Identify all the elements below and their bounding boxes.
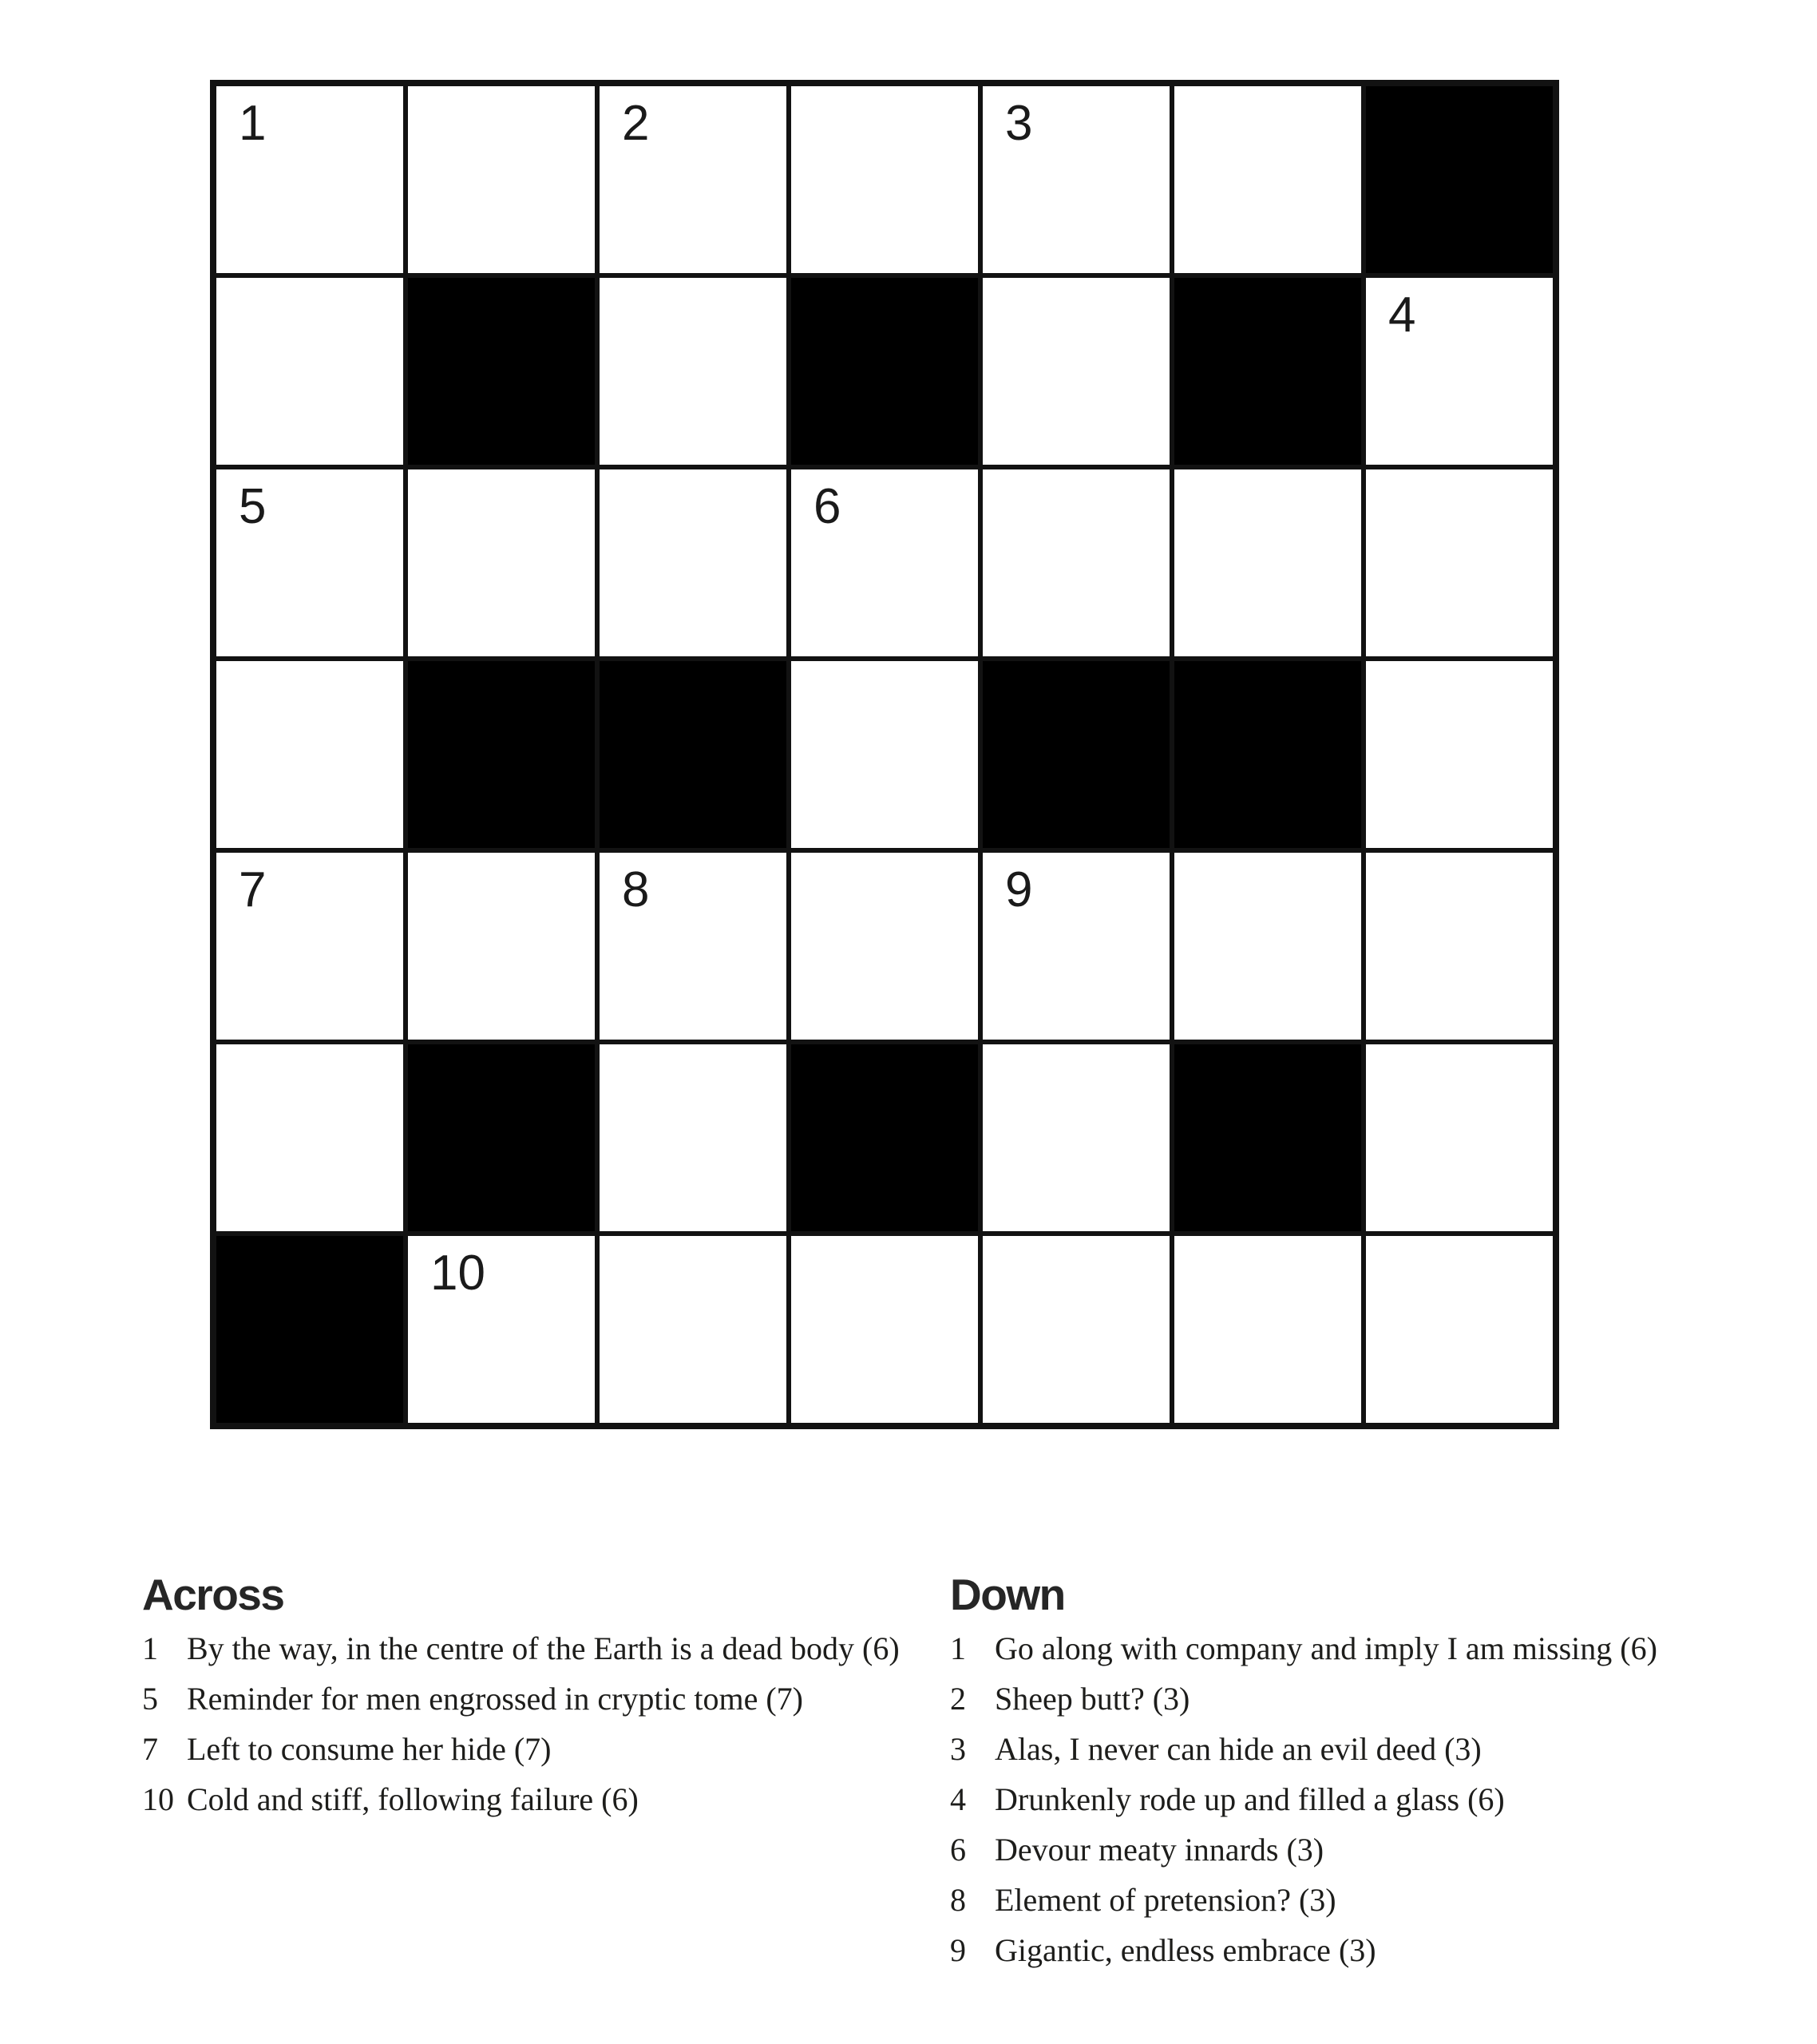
down-clue-list [950,1623,1804,1975]
clue-text: Reminder for men engrossed in cryptic tome (7) [187,1681,803,1717]
clue-item [142,1724,940,1774]
black-cell [1174,1044,1361,1231]
white-cell[interactable] [216,853,403,1040]
white-cell[interactable] [791,661,978,848]
white-cell[interactable] [408,1236,595,1423]
clue-number: 1 [142,1630,158,1666]
clue-text: Alas, I never can hide an evil deed (3) [995,1731,1482,1767]
white-cell[interactable] [983,86,1170,273]
clue-number: 5 [142,1681,158,1717]
clue-item [950,1623,1804,1674]
white-cell[interactable] [983,1236,1170,1423]
white-cell[interactable] [1366,469,1553,656]
clue-text: Cold and stiff, following failure (6) [187,1781,639,1817]
cell-number: 7 [239,862,267,917]
clue-number: 2 [950,1681,966,1717]
white-cell[interactable] [408,86,595,273]
white-cell[interactable] [1366,278,1553,465]
white-cell[interactable] [600,1236,786,1423]
clue-item [950,1824,1804,1875]
white-cell[interactable] [600,278,786,465]
clue-number: 7 [142,1731,158,1767]
clue-item [950,1875,1804,1925]
clue-text: Gigantic, endless embrace (3) [995,1932,1376,1968]
white-cell[interactable] [216,86,403,273]
across-clues-section [142,1570,940,1824]
white-cell[interactable] [1174,469,1361,656]
white-cell[interactable] [1366,1044,1553,1231]
cell-number: 1 [239,96,267,151]
clue-text: Element of pretension? (3) [995,1882,1336,1918]
white-cell[interactable] [600,469,786,656]
white-cell[interactable] [1174,853,1361,1040]
cell-number: 2 [622,96,650,151]
white-cell[interactable] [791,86,978,273]
crossword-grid [210,80,1559,1429]
black-cell [216,1236,403,1423]
cell-number: 6 [813,479,841,534]
black-cell [1366,86,1553,273]
clue-item [950,1925,1804,1975]
cell-number: 10 [430,1246,485,1301]
black-cell [408,1044,595,1231]
black-cell [408,278,595,465]
white-cell[interactable] [1366,853,1553,1040]
clue-number: 4 [950,1781,966,1817]
white-cell[interactable] [600,86,786,273]
white-cell[interactable] [983,469,1170,656]
white-cell[interactable] [600,853,786,1040]
clue-number: 1 [950,1630,966,1666]
clue-text: Devour meaty innards (3) [995,1832,1324,1868]
cell-number: 3 [1005,96,1033,151]
white-cell[interactable] [1366,661,1553,848]
clue-text: Left to consume her hide (7) [187,1731,552,1767]
white-cell[interactable] [791,853,978,1040]
black-cell [791,278,978,465]
cell-number: 4 [1388,287,1416,343]
black-cell [791,1044,978,1231]
white-cell[interactable] [983,1044,1170,1231]
clue-number: 8 [950,1882,966,1918]
white-cell[interactable] [1174,86,1361,273]
white-cell[interactable] [216,661,403,848]
clue-number: 9 [950,1932,966,1968]
black-cell [600,661,786,848]
clue-text: By the way, in the centre of the Earth is a dead body (6) [187,1630,900,1666]
clue-text: Go along with company and imply I am missing (6) [995,1630,1657,1666]
black-cell [983,661,1170,848]
clue-number: 10 [142,1781,174,1817]
across-heading: Across [142,1570,284,1619]
clue-item [950,1674,1804,1724]
white-cell[interactable] [408,853,595,1040]
clue-item [142,1674,940,1724]
clue-number: 6 [950,1832,966,1868]
down-heading: Down [950,1570,1065,1619]
white-cell[interactable] [1366,1236,1553,1423]
white-cell[interactable] [983,278,1170,465]
white-cell[interactable] [791,469,978,656]
clue-item [142,1774,940,1824]
clue-text: Sheep butt? (3) [995,1681,1190,1717]
white-cell[interactable] [1174,1236,1361,1423]
white-cell[interactable] [216,278,403,465]
cell-number: 9 [1005,862,1033,917]
white-cell[interactable] [983,853,1170,1040]
white-cell[interactable] [600,1044,786,1231]
clue-number: 3 [950,1731,966,1767]
down-clues-section [950,1570,1804,1975]
cell-number: 5 [239,479,267,534]
white-cell[interactable] [408,469,595,656]
white-cell[interactable] [791,1236,978,1423]
across-clue-list [142,1623,940,1824]
black-cell [1174,661,1361,848]
clue-text: Drunkenly rode up and filled a glass (6) [995,1781,1505,1817]
black-cell [408,661,595,848]
black-cell [1174,278,1361,465]
cell-number: 8 [622,862,650,917]
clue-item [142,1623,940,1674]
clue-item [950,1724,1804,1774]
clue-item [950,1774,1804,1824]
white-cell[interactable] [216,469,403,656]
white-cell[interactable] [216,1044,403,1231]
